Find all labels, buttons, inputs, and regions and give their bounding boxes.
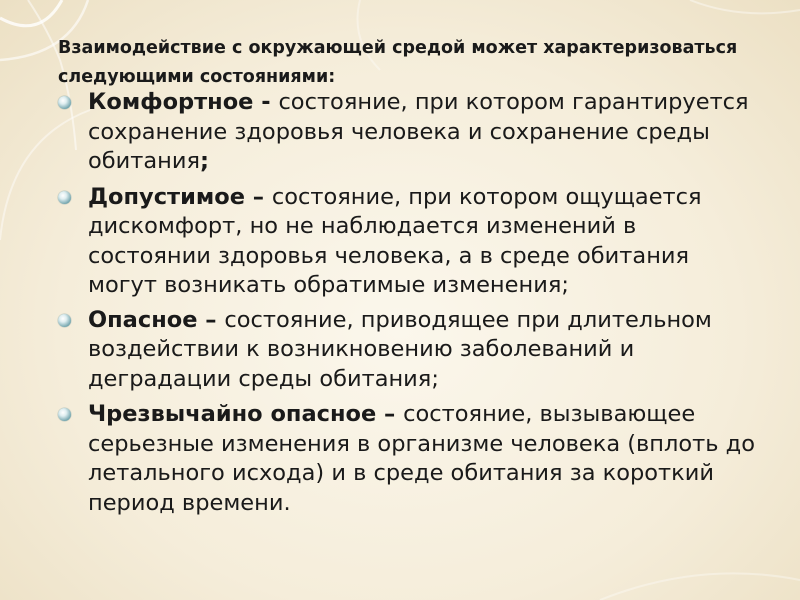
bullet-icon — [58, 191, 71, 204]
term-comfortable: Комфортное - — [88, 89, 279, 115]
bullet-icon — [58, 96, 71, 109]
list-item-dangerous — [56, 306, 756, 395]
slide-heading: Взаимодействие с окружающей средой может характеризоваться следующими состояниями: — [58, 38, 738, 87]
ending-comfortable: ; — [200, 148, 210, 174]
list-item-comfortable — [56, 88, 756, 177]
definition-acceptable: состояние, при котором ощущается дискомфорт, но не наблюдается изменений в состоянии здоровья человека, а в среде обитания могут возникать обратимые изменения; — [88, 183, 702, 298]
definition-dangerous: состояние, приводящее при длительном воздействии к возникновению заболеваний и деградации среды обитания; — [88, 306, 712, 392]
term-dangerous: Опасное – — [88, 306, 225, 333]
term-extremely-dangerous: Чрезвычайно опасное – — [88, 401, 404, 427]
definition-comfortable: состояние, при котором гарантируется сохранение здоровья человека и сохранение среды обитания — [88, 89, 749, 174]
list-item-acceptable — [56, 183, 756, 301]
term-acceptable: Допустимое – — [88, 183, 272, 210]
definition-extremely-dangerous: состояние, вызывающее серьезные изменения в организме человека (вплоть до летального исхода) и в среде обитания за короткий период времени. — [88, 401, 756, 516]
list-item-extremely-dangerous — [56, 400, 756, 518]
bullet-icon — [58, 314, 71, 327]
bullet-icon — [58, 408, 71, 421]
states-list — [56, 88, 756, 524]
